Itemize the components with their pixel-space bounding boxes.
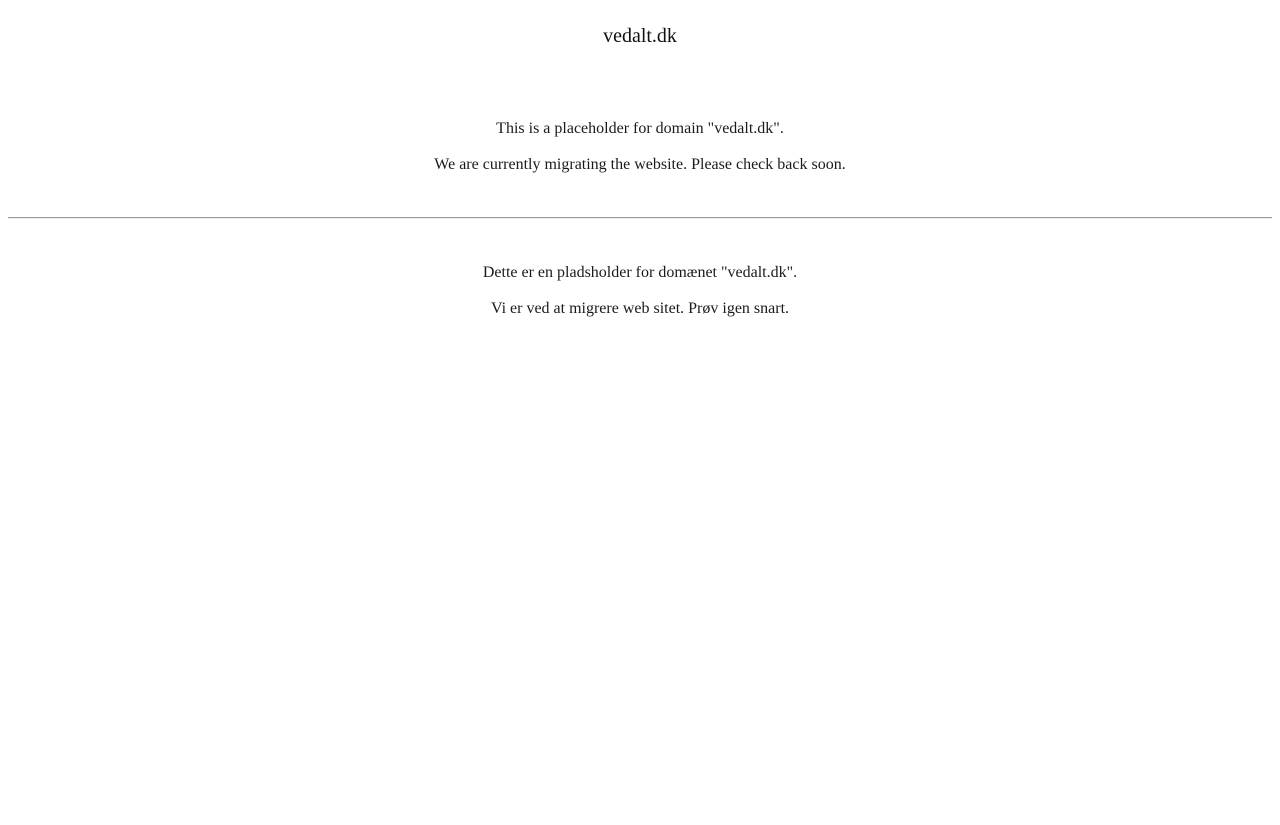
placeholder-text-danish-line2: Vi er ved at migrere web sitet. Prøv igen snart. [490,300,790,317]
placeholder-text-english-line1: This is a placeholder for domain "vedalt.dk". [496,120,784,137]
section-divider [8,217,1272,219]
page-title: vedalt.dk [603,25,677,47]
placeholder-page [0,25,1280,318]
placeholder-text-danish-line1: Dette er en pladsholder for domænet "vedalt.dk". [482,264,798,281]
placeholder-text-english-line2: We are currently migrating the website. Please check back soon. [434,156,846,173]
